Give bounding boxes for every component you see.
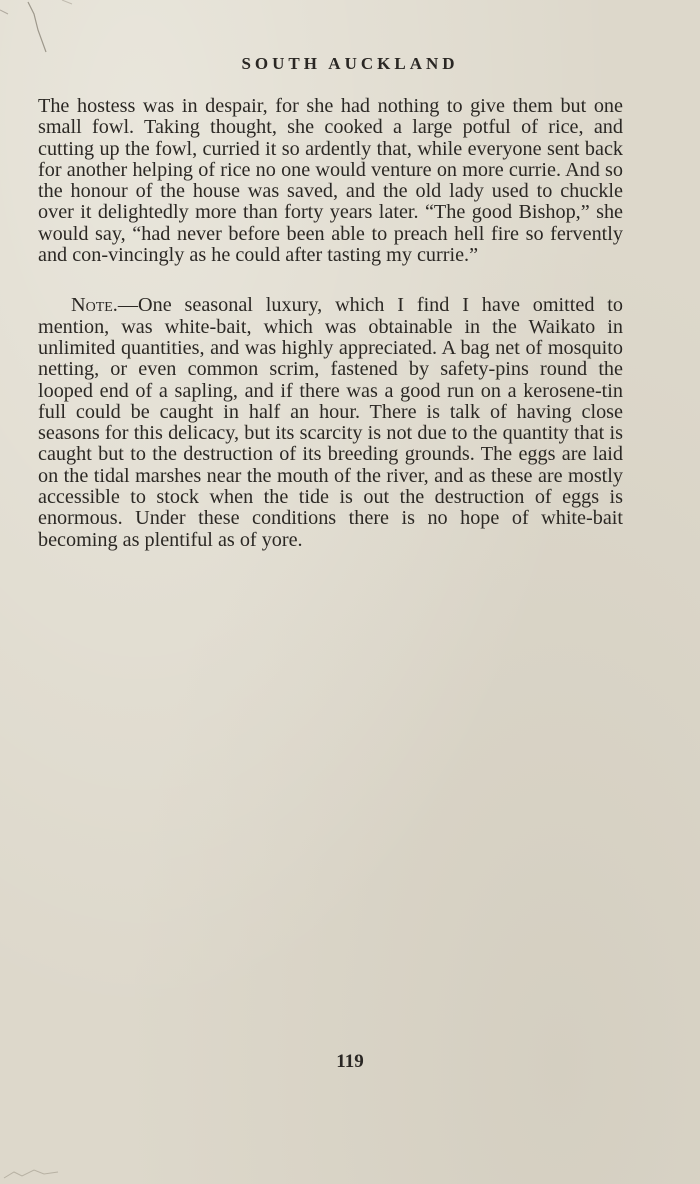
edge-smudge-mark — [4, 1170, 58, 1178]
page-number: 119 — [336, 1051, 364, 1072]
corner-scratch-mark — [62, 0, 72, 4]
bottom-edge-marks — [0, 1160, 120, 1184]
body-text — [38, 96, 623, 551]
paragraph-1: The hostess was in despair, for she had nothing to give them but one small fowl. Taking thought, she cooked a large potful of rice, and cutting up the fowl, curried it so ardently that, while everyone sent back for another helping of rice no one would venture on more currie. And so the honour of the house was saved, and the old lady used to chuckle over it delightedly more than forty years later. “The good Bishop,” she would say, “had never before been able to preach hell fire so fervently and con-vincingly as he could after tasting my currie.” — [38, 95, 623, 267]
note-paragraph — [38, 295, 623, 551]
corner-scratch-mark — [0, 10, 8, 14]
note-text: —One seasonal luxury, which I find I have omitted to mention, was white-bait, which was obtainable in the Waikato in unlimited quantities, and was highly appreciated. A bag net of mosquito netting, or even common scrim, fastened by safety-pins round the looped end of a sapling, and if there was a good run on a kerosene-tin full could be caught in half an hour. There is talk of having close seasons for this delicacy, but its scarcity is not due to the quantity that is caught but to the destruction of its breeding grounds. The eggs are laid on the tidal marshes near the mouth of the river, and as these are mostly accessible to stock when the tide is out the destruction of eggs is enormous. Under these conditions there is no hope of white-bait becoming as plentiful as of yore. — [38, 294, 623, 551]
corner-scratch-mark — [28, 2, 46, 52]
running-head: SOUTH AUCKLAND — [241, 54, 459, 73]
note-label: Note. — [71, 294, 118, 317]
